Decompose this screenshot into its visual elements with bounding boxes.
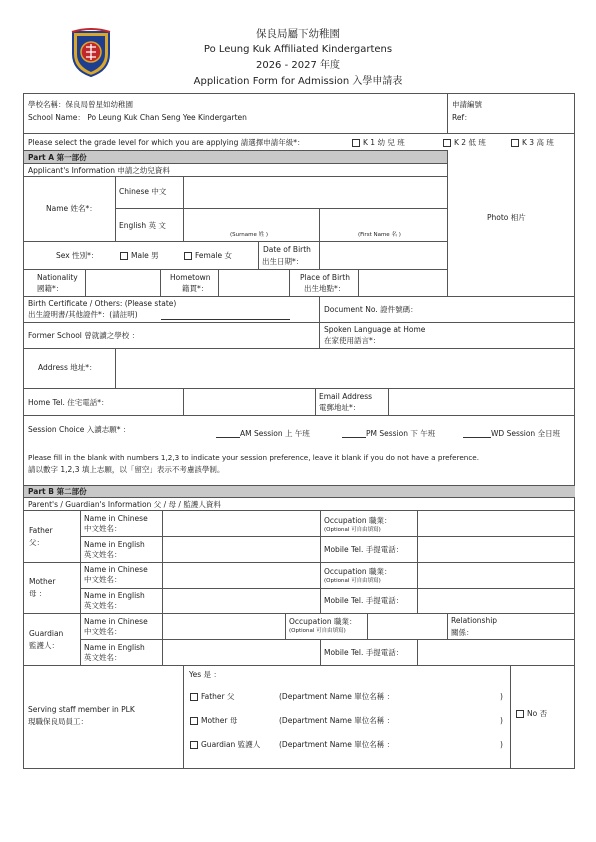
mother-name-en-label-1: Name in English — [84, 591, 145, 600]
checkbox-icon — [443, 139, 451, 147]
male-label: Male 男 — [131, 251, 159, 260]
part-b-bar — [24, 486, 575, 497]
pm-session-option[interactable] — [342, 428, 435, 438]
sex-female-option[interactable] — [184, 251, 232, 260]
wd-session-option[interactable] — [463, 428, 560, 438]
grade-k3-option[interactable] — [511, 138, 554, 147]
staff-father-dept-label: (Department Name 單位名稱 ： — [279, 692, 395, 701]
guardian-label-cn: 監護人： — [29, 641, 59, 650]
staff-no-option[interactable] — [516, 709, 547, 718]
session-note-cn: 請以數字 1,2,3 填上志願，以「留空」表示不考慮該學制。 — [28, 465, 225, 474]
home-tel-field[interactable] — [184, 389, 314, 414]
first-name-hint: (First Name 名 ) — [358, 232, 401, 238]
part-a-bar — [24, 151, 447, 163]
birth-cert-field[interactable] — [161, 309, 290, 320]
place-of-birth-label-en: Place of Birth — [300, 273, 350, 282]
hometown-field[interactable] — [219, 270, 288, 295]
guardian-name-cn-label-1: Name in Chinese — [84, 617, 148, 626]
document-number-label: Document No. 證件號碼： — [324, 305, 418, 314]
nationality-label-cn: 國籍*： — [37, 284, 64, 293]
academic-year: 2026 - 2027 年度 — [255, 60, 341, 71]
father-name-en-label-2: 英文姓名： — [84, 550, 122, 559]
mother-occupation-label: Occupation 職業： — [324, 567, 392, 576]
guardian-name-en-field[interactable] — [163, 640, 319, 664]
grade-k1-option[interactable] — [352, 138, 405, 147]
email-field[interactable] — [389, 389, 574, 414]
guardian-name-en-label-1: Name in English — [84, 643, 145, 652]
checkbox-icon — [190, 693, 198, 701]
am-session-option[interactable] — [216, 428, 310, 438]
nationality-label-en: Nationality — [37, 273, 78, 282]
father-name-cn-label-2: 中文姓名： — [84, 524, 122, 533]
chinese-name-field[interactable] — [184, 177, 446, 207]
staff-no-label: No 否 — [527, 709, 548, 718]
guardian-mobile-label: Mobile Tel. 手提電話： — [324, 648, 404, 657]
pm-session-blank[interactable] — [342, 428, 366, 438]
address-label: Address 地址*： — [38, 363, 97, 372]
guardian-name-en-label-2: 英文姓名： — [84, 653, 122, 662]
dob-label-en: Date of Birth — [263, 245, 311, 254]
guardian-occupation-label: Occupation 職業： — [289, 617, 357, 626]
wd-session-blank[interactable] — [463, 428, 491, 438]
am-session-blank[interactable] — [216, 428, 240, 438]
am-session-label: AM Session 上 午班 — [240, 429, 310, 438]
guardian-label-en: Guardian — [29, 629, 64, 638]
english-first-name-field[interactable] — [320, 209, 446, 231]
sex-male-option[interactable] — [120, 251, 159, 260]
hometown-label-en: Hometown — [170, 273, 211, 282]
father-label-en: Father — [29, 526, 53, 535]
staff-guardian-option[interactable] — [190, 740, 260, 749]
session-note-en: Please fill in the blank with numbers 1,2,3 to indicate your session preference, leave it blank if you do not have a preference. — [28, 453, 479, 462]
staff-label-en: Serving staff member in PLK — [28, 705, 135, 714]
email-label-cn: 電郵地址*： — [319, 403, 361, 412]
mother-occupation-hint: (Optional 可自由填寫) — [324, 578, 381, 584]
relationship-label-en: Relationship — [451, 616, 498, 625]
part-b-title: Part B 第二部份 — [28, 487, 87, 496]
photo-label: Photo 相片 — [487, 213, 526, 222]
father-name-en-field[interactable] — [163, 537, 319, 561]
staff-father-option[interactable] — [190, 692, 235, 701]
mother-name-en-field[interactable] — [163, 589, 319, 612]
mother-name-cn-label-1: Name in Chinese — [84, 565, 148, 574]
father-mobile-label: Mobile Tel. 手提電話： — [324, 545, 404, 554]
checkbox-icon — [516, 710, 524, 718]
guardian-occupation-hint: (Optional 可自由填寫) — [289, 628, 346, 634]
father-occupation-hint: (Optional 可自由填寫) — [324, 527, 381, 533]
english-surname-field[interactable] — [184, 209, 318, 231]
staff-mother-label: Mother 母 — [201, 716, 238, 725]
name-label: Name 姓名*： — [46, 204, 97, 213]
staff-guardian-dept-label: (Department Name 單位名稱 ： — [279, 740, 395, 749]
checkbox-icon — [184, 252, 192, 260]
grade-k2-label: K 2 低 班 — [454, 138, 486, 147]
school-name-en: School Name： Po Leung Kuk Chan Seng Yee Kindergarten — [28, 113, 247, 122]
ref-label: Ref： — [452, 113, 472, 122]
checkbox-icon — [120, 252, 128, 260]
staff-guardian-close-paren: ) — [500, 740, 503, 749]
father-label-cn: 父： — [29, 538, 44, 547]
father-occupation-label: Occupation 職業： — [324, 516, 392, 525]
grade-k2-option[interactable] — [443, 138, 486, 147]
chinese-name-label: Chinese 中文 — [119, 187, 167, 196]
staff-guardian-label: Guardian 監護人 — [201, 740, 261, 749]
staff-mother-close-paren: ) — [500, 716, 503, 725]
father-name-en-label-1: Name in English — [84, 540, 145, 549]
hometown-label-cn: 籍貫*： — [182, 284, 209, 293]
former-school-label: Former School 曾就讀之學校 ： — [28, 331, 140, 340]
grade-prompt: Please select the grade level for which you are applying 請選擇申請年級*： — [28, 138, 305, 147]
mother-mobile-label: Mobile Tel. 手提電話： — [324, 596, 404, 605]
grade-k1-label: K 1 幼 兒 班 — [363, 138, 405, 147]
photo-box[interactable] — [448, 151, 574, 295]
staff-yes-label: Yes 是 ： — [189, 670, 221, 679]
address-field[interactable] — [116, 349, 574, 387]
dob-label-cn: 出生日期*： — [262, 257, 304, 266]
home-tel-label: Home Tel. 住宅電話*： — [28, 398, 109, 407]
sex-label: Sex 性別*： — [56, 251, 99, 260]
part-a-subtitle: Applicant's Information 申請之幼兒資料 — [28, 166, 170, 175]
school-name-cn: 學校名稱：保良局曾星如幼稚園 — [28, 100, 133, 109]
surname-hint: (Surname 姓 ) — [230, 232, 269, 238]
email-label-en: Email Address — [319, 392, 373, 401]
staff-mother-dept-label: (Department Name 單位名稱 ： — [279, 716, 395, 725]
checkbox-icon — [190, 741, 198, 749]
mother-label-en: Mother — [29, 577, 56, 586]
staff-mother-option[interactable] — [190, 716, 237, 725]
checkbox-icon — [190, 717, 198, 725]
session-choice-label: Session Choice 入讀志願* ： — [28, 425, 131, 434]
wd-session-label: WD Session 全日班 — [491, 429, 561, 438]
form-title: Application Form for Admission 入學申請表 — [193, 76, 403, 87]
guardian-name-cn-label-2: 中文姓名： — [84, 627, 122, 636]
relationship-label-cn: 關係： — [451, 628, 474, 637]
nationality-field[interactable] — [86, 270, 159, 295]
org-name-chinese: 保良局屬下幼稚園 — [256, 28, 340, 40]
guardian-name-cn-field[interactable] — [163, 614, 284, 638]
pm-session-label: PM Session 下 午班 — [366, 429, 436, 438]
spoken-language-label-en: Spoken Language at Home — [324, 325, 426, 334]
part-b-subtitle: Parent's / Guardian's Information 父 / 母 / 監護人資料 — [28, 500, 221, 509]
dob-field[interactable] — [320, 242, 446, 268]
female-label: Female 女 — [195, 251, 233, 260]
mother-label-cn: 母 ： — [29, 589, 47, 598]
staff-label-cn: 現職保良局員工： — [28, 717, 88, 726]
part-a-title: Part A 第一部份 — [28, 153, 87, 162]
staff-father-close-paren: ) — [500, 692, 503, 701]
place-of-birth-field[interactable] — [359, 270, 446, 295]
spoken-language-label-cn: 在家使用語言*： — [324, 336, 381, 345]
english-name-label: English 英 文 — [119, 221, 166, 230]
application-number-label: 申請編號 — [452, 100, 482, 109]
mother-name-en-label-2: 英文姓名： — [84, 601, 122, 610]
checkbox-icon — [352, 139, 360, 147]
birth-cert-label-en: Birth Certificate / Others: (Please state) — [28, 299, 177, 308]
mother-name-cn-label-2: 中文姓名： — [84, 575, 122, 584]
father-name-cn-field[interactable] — [163, 511, 319, 535]
mother-name-cn-field[interactable] — [163, 563, 319, 587]
checkbox-icon — [511, 139, 519, 147]
birth-cert-label-cn: 出生證明書/其他證件*：(請註明) — [28, 310, 138, 319]
place-of-birth-label-cn: 出生地點*： — [304, 284, 346, 293]
father-name-cn-label-1: Name in Chinese — [84, 514, 148, 523]
grade-k3-label: K 3 高 班 — [522, 138, 554, 147]
org-name-english: Po Leung Kuk Affiliated Kindergartens — [203, 44, 393, 55]
staff-father-label: Father 父 — [201, 692, 235, 701]
